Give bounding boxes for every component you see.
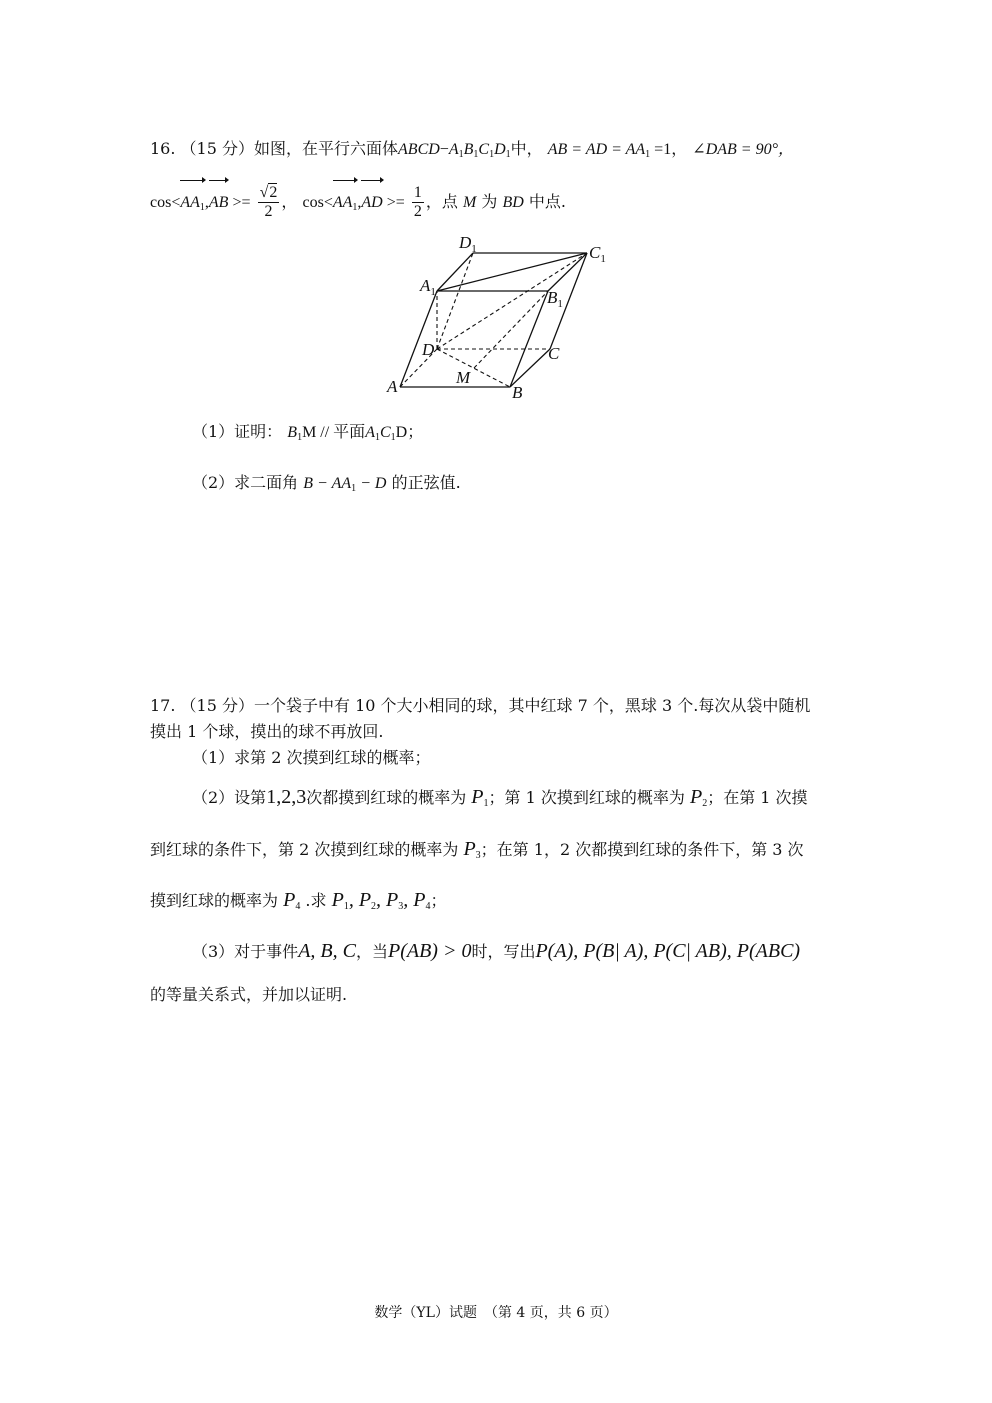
q16-cos1: $\cos<AA_1,AB$ >= <box>150 194 251 211</box>
q16-eq1: AB = AD = $AA_1 =1$， <box>547 141 688 160</box>
q17-p1: $P_1$ <box>471 786 489 809</box>
q17-sub2-line1 <box>192 786 808 809</box>
label-d: D <box>422 340 435 359</box>
edge-db-hidden <box>437 349 510 387</box>
q17-sub2-line3-b: .求 <box>300 891 327 910</box>
label-a: A <box>387 377 398 396</box>
q17-sub2-line2-a: 到红球的条件下，第 2 次摸到红球的概率为 <box>150 840 459 859</box>
q17-sub2-line3 <box>150 889 447 912</box>
edge-a1d1 <box>437 253 473 291</box>
q17-sub3-text-b: ，当 <box>355 942 388 961</box>
q17-sub2-line3-c: ； <box>430 891 447 910</box>
edge-bc <box>510 349 550 387</box>
q17-p3: $P_3$ <box>463 838 481 861</box>
q17-sub2-nums: 1,2,3 <box>266 786 307 808</box>
q16-sub1 <box>192 421 423 444</box>
label-c1: $C_1$ <box>589 243 606 265</box>
q17-sub3-condition: P(AB) > 0 <box>387 940 472 962</box>
q17-sub2-line2 <box>150 838 804 861</box>
q16-line1 <box>150 138 794 161</box>
label-b: B <box>512 383 523 402</box>
q17-text1: （15 分）一个袋子中有 10 个大小相同的球，其中红球 7 个，黑球 3 个.每次从袋中随机 <box>180 696 811 715</box>
q16-line2 <box>150 180 566 225</box>
q16-comma: ， <box>281 192 298 211</box>
q17-sub2-text-b: 次都摸到红球的概率为 <box>306 788 467 807</box>
q16-in-word: 中， <box>510 139 543 158</box>
page-footer: 数学（YL）试题 （第 4 页，共 6 页） <box>374 1305 618 1321</box>
q16-sub2-label: （2）求二面角 <box>192 473 299 492</box>
q16-mid-text: ，点 <box>425 192 458 211</box>
q16-frac-1-over-2: $\frac{1}{2}$ <box>413 184 422 220</box>
q17-sub2-text-d: ；在第 1 次摸 <box>707 788 808 807</box>
q16-angle: ∠DAB = 90°， <box>692 141 795 158</box>
q17-sub2-text-a: （2）设第 <box>192 788 267 807</box>
label-b1: $B_1$ <box>547 288 563 310</box>
q17-line1 <box>150 695 810 717</box>
q17-p4: $P_4$ <box>283 889 301 912</box>
edge-dd1-hidden <box>437 253 473 349</box>
label-a1: $A_1$ <box>420 276 436 298</box>
q17-sub3-text-a: （3）对于事件 <box>192 942 299 961</box>
label-m: M <box>456 368 471 387</box>
q16-point-m: M <box>462 194 477 211</box>
edge-aa1 <box>400 291 437 387</box>
q17-p-list: $P_1$, $P_2$, $P_3$, $P_4$ <box>331 889 431 912</box>
q16-sub2 <box>192 472 461 495</box>
edge-mb1-hidden <box>474 291 548 368</box>
q16-mid-text3: 中点. <box>528 192 567 211</box>
q16-frac-sqrt2-over-2: $\frac{√2}{2}$ <box>259 184 278 220</box>
q16-sub2-math: $B - AA_1 - D$ <box>303 475 387 494</box>
edge-a1c1 <box>437 253 587 291</box>
q17-sub2-line3-a: 摸到红球的概率为 <box>150 891 279 910</box>
q16-solid: $ABCD-A_1B_1C_1D_1$ <box>398 141 511 160</box>
q17-sub3-events: A, B, C <box>298 940 356 962</box>
q16-number: 16. <box>150 139 176 158</box>
q17-sub3-line1 <box>192 940 800 963</box>
parallelepiped-figure <box>370 228 630 408</box>
label-c: C <box>548 344 560 363</box>
q16-sub2-tail: 的正弦值. <box>391 473 461 492</box>
q17-sub1: （1）求第 2 次摸到红球的概率； <box>192 748 431 767</box>
q16-mid-text2: 为 <box>481 192 498 211</box>
label-d1: $D_1$ <box>459 233 477 255</box>
edge-bb1 <box>510 291 548 387</box>
q16-sub1-label: （1）证明： <box>192 422 283 441</box>
q17-p2: $P_2$ <box>689 786 708 809</box>
edge-b1c1 <box>548 253 587 291</box>
q16-sub1-math: $B_1M$ // 平面$A_1C_1D$； <box>287 424 424 443</box>
q17-sub3-text-c: 时，写出 <box>471 942 536 961</box>
q17-sub3-expression: P(A), P(B| A), P(C| AB), P(ABC) <box>535 940 801 962</box>
q17-sub3-line2: 的等量关系式，并加以证明. <box>150 985 348 1004</box>
q16-bd: BD <box>502 194 524 211</box>
q17-sub2-line2-b: ；在第 1，2 次都摸到红球的条件下，第 3 次 <box>480 840 804 859</box>
q17-number: 17. <box>150 696 176 715</box>
q16-score: （15 分） <box>180 139 254 158</box>
q16-intro: 如图，在平行六面体 <box>254 139 399 158</box>
q17-line2: 摸出 1 个球，摸出的球不再放回. <box>150 722 384 741</box>
q16-cos2: $\cos<AA_1,AD$ >= <box>302 194 404 211</box>
q17-sub2-text-c: ；第 1 次摸到红球的概率为 <box>488 788 685 807</box>
